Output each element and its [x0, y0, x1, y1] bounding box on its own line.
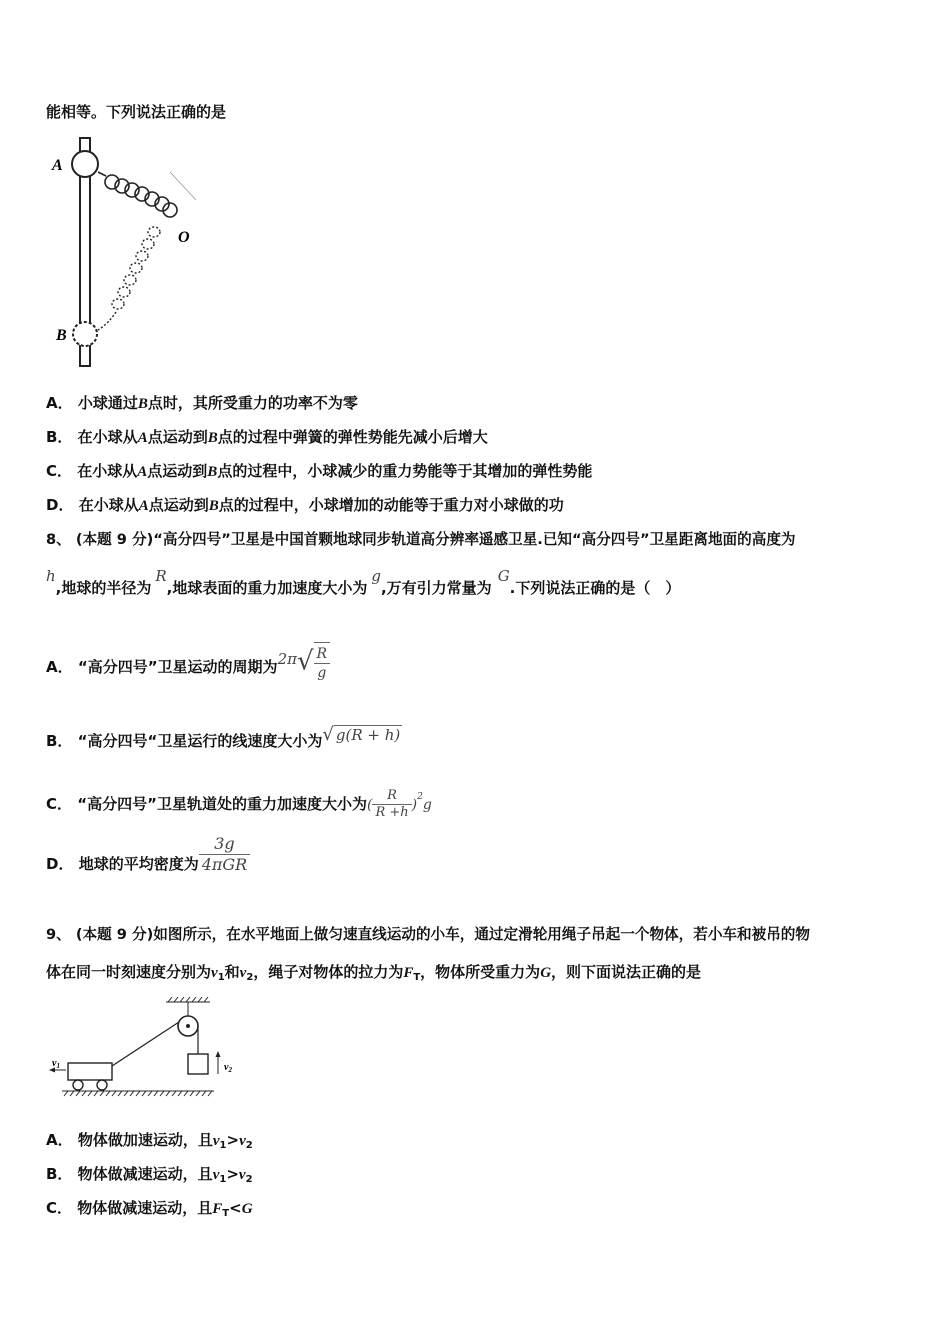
- q9-option-a: A． 物体做加速运动，且$v_1>v_2$: [46, 1131, 253, 1151]
- wheel-left: [73, 1080, 83, 1090]
- label-v2: $v_2$: [224, 1062, 232, 1074]
- q9-option-c: C． 物体做减速运动，且$F_T<G$: [46, 1199, 253, 1219]
- cart: [68, 1063, 112, 1080]
- q9-option-b: B． 物体做减速运动，且$v_1>v_2$: [46, 1165, 253, 1185]
- q8-option-a: A． “高分四号”卫星运动的周期为2π√ $\frac{R}{g}$: [46, 642, 330, 692]
- q8-stem-line2: h,地球的半径为R,地球表面的重力加速度大小为g,万有引力常量为G.下列说法正确的是（ ）: [46, 567, 681, 597]
- ball-b: [73, 322, 97, 346]
- label-a: A: [52, 157, 63, 174]
- rope-to-cart: [112, 1022, 179, 1066]
- spring-solid: [98, 172, 177, 217]
- ball-a: [72, 151, 98, 177]
- q8-stem-line1: 8、 (本题 9 分)“高分四号”卫星是中国首颗地球同步轨道高分辨率遥感卫星.已知“高分四号”卫星距离地面的高度为: [46, 531, 796, 548]
- label-o: O: [178, 229, 190, 246]
- q7-option-c: C． 在小球从A点运动到B点的过程中，小球减少的重力势能等于其增加的弹性势能: [46, 462, 593, 480]
- q7-option-d: D． 在小球从A点运动到B点的过程中，小球增加的动能等于重力对小球做的功: [46, 496, 564, 514]
- wheel-right: [97, 1080, 107, 1090]
- label-b: B: [56, 327, 67, 344]
- q8-option-c: C． “高分四号”卫星轨道处的重力加速度大小为( $\frac{R}{R +h}$ )$^2$g: [46, 788, 432, 820]
- figure-cart-pulley: [46, 994, 276, 1104]
- figure-spring-rod: [46, 132, 206, 372]
- q8-option-d: D． 地球的平均密度为 $\frac{3g}{\text{4πGR}}$: [46, 842, 250, 886]
- q8-option-b: B． “高分四号“卫星运行的线速度大小为√ g(R + h): [46, 724, 401, 750]
- label-v1: $v_1$: [52, 1058, 60, 1070]
- ground: [62, 1091, 214, 1096]
- ceiling: [166, 997, 210, 1016]
- spring-dashed: [98, 227, 160, 330]
- hanging-block: [188, 1054, 208, 1074]
- q7-option-b: B． 在小球从A点运动到B点的过程中弹簧的弹性势能先减小后增大: [46, 428, 488, 446]
- q9-stem-line2: 体在同一时刻速度分别为$v_1$和$v_2$，绳子对物体的拉力为$F_T$，物体所受重力为G，则下面说法正确的是: [46, 963, 702, 983]
- q9-stem-line1: 9、 (本题 9 分)如图所示，在水平地面上做匀速直线运动的小车，通过定滑轮用绳子吊起一个物体，若小车和被吊的物: [46, 926, 810, 943]
- intro-text: 能相等。下列说法正确的是: [46, 103, 227, 121]
- q7-option-a: A． 小球通过B点时，其所受重力的功率不为零: [46, 394, 358, 412]
